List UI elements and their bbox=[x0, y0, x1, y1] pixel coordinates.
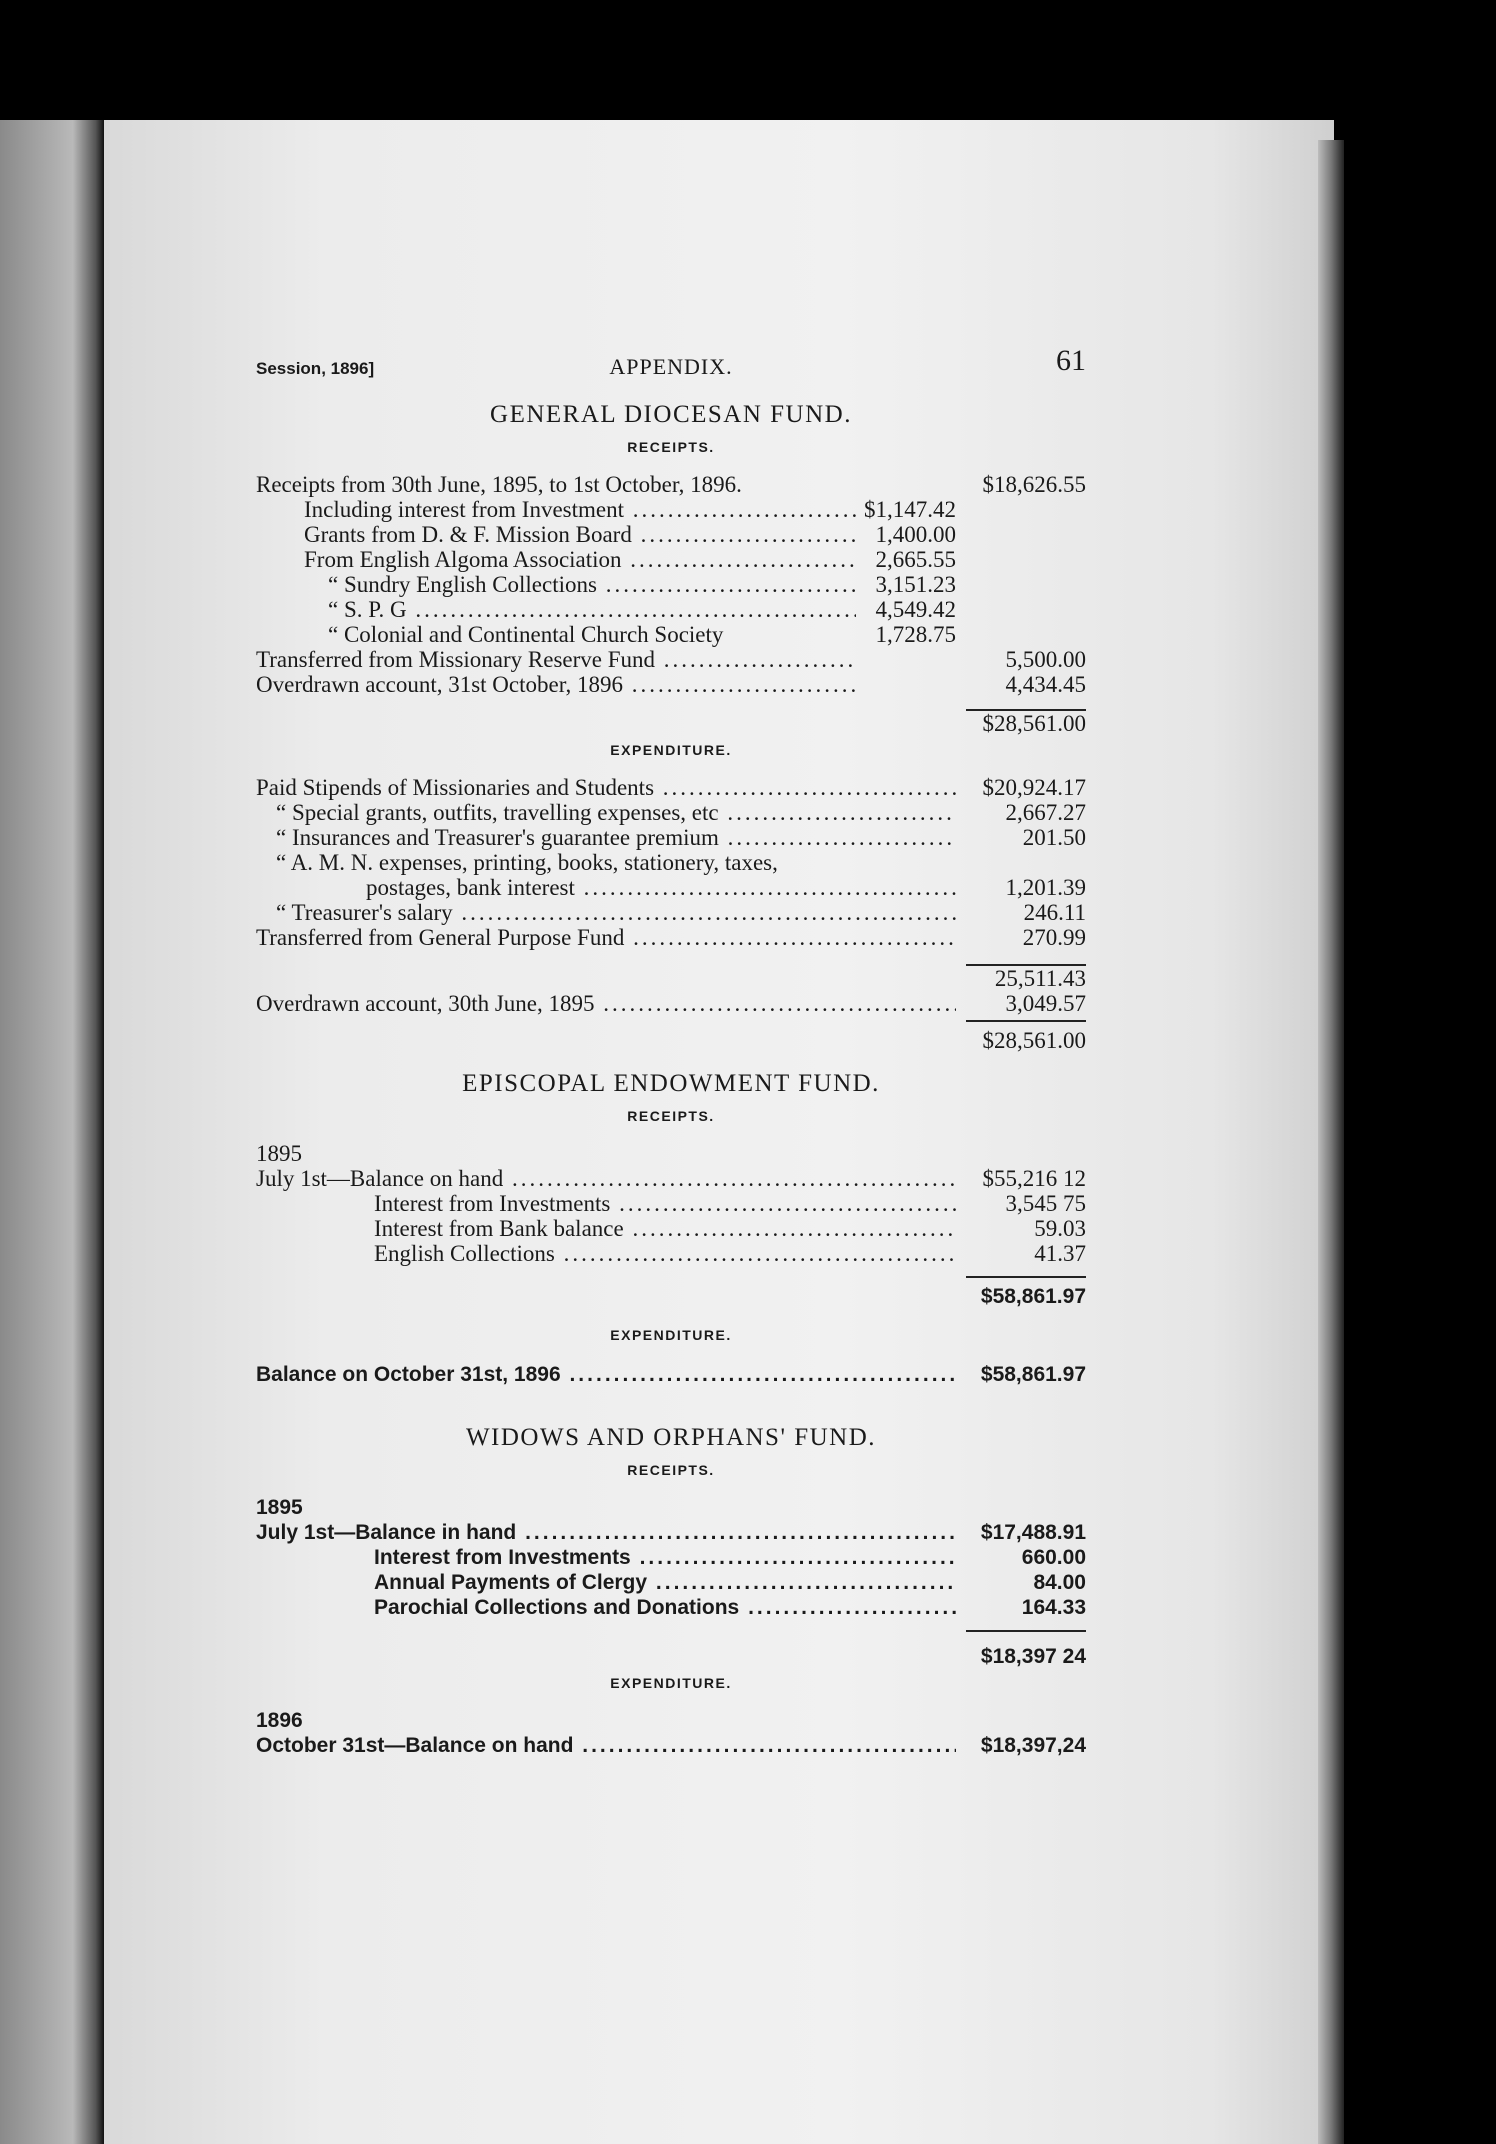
episcopal-expenditure-heading: EXPENDITURE. bbox=[610, 1327, 732, 1343]
receipt-label: Overdrawn account, 31st October, 1896 ..... bbox=[256, 672, 856, 697]
episcopal-receipt-row bbox=[256, 1166, 1086, 1191]
general-total-rule bbox=[966, 1020, 1086, 1022]
expenditure-row bbox=[256, 900, 1086, 925]
expenditure-label: “ Treasurer's salary ..... bbox=[256, 900, 956, 925]
expenditure-label: “ Special grants, outfits, travelling expenses, etc ..... bbox=[256, 800, 956, 825]
general-subtotal: 25,511.43 bbox=[994, 966, 1086, 991]
expenditure-label: postages, bank interest ..... bbox=[256, 875, 956, 900]
receipt-row bbox=[256, 522, 1086, 547]
expenditure-row bbox=[256, 925, 1086, 950]
episcopal-receipts-list bbox=[256, 1166, 1086, 1266]
running-title: APPENDIX. bbox=[609, 354, 733, 379]
episcopal-receipt-amount: 59.03 bbox=[1034, 1216, 1086, 1241]
general-expenditure-total: $28,561.00 bbox=[982, 1028, 1086, 1053]
expenditure-label: “ Insurances and Treasurer's guarantee premium ..... bbox=[256, 825, 956, 850]
episcopal-receipt-amount: $55,216 12 bbox=[982, 1166, 1086, 1191]
widows-expenditure-year-row bbox=[256, 1708, 1086, 1733]
episcopal-receipts-rule bbox=[966, 1276, 1086, 1278]
expenditure-label: “ A. M. N. expenses, printing, books, stationery, taxes, bbox=[276, 850, 778, 875]
receipt-row bbox=[256, 497, 1086, 522]
page-header bbox=[256, 344, 1086, 388]
episcopal-receipt-row bbox=[256, 1216, 1086, 1241]
general-fund-title: GENERAL DIOCESAN FUND. bbox=[490, 401, 852, 428]
receipt-label: Grants from D. & F. Mission Board ..... bbox=[256, 522, 856, 547]
general-receipts-total: $28,561.00 bbox=[982, 711, 1086, 736]
expenditure-amount: $20,924.17 bbox=[982, 775, 1086, 800]
widows-expenditure-heading: EXPENDITURE. bbox=[610, 1675, 732, 1691]
episcopal-receipt-amount: 3,545 75 bbox=[1005, 1191, 1086, 1216]
receipt-label: “ S. P. G ..... bbox=[256, 597, 856, 622]
widows-receipt-label: Parochial Collections and Donations ..... bbox=[256, 1595, 956, 1620]
page-number: 61 bbox=[1056, 344, 1086, 377]
general-receipts-total-row bbox=[256, 711, 1086, 736]
widows-receipts-rule bbox=[966, 1630, 1086, 1632]
receipt-outer-amount: 5,500.00 bbox=[1005, 647, 1086, 672]
general-subtotal-row bbox=[256, 966, 1086, 991]
widows-receipts-total: $18,397 24 bbox=[980, 1645, 1086, 1668]
receipt-row bbox=[256, 472, 1086, 497]
general-expenditure-total-row bbox=[256, 1028, 1086, 1053]
receipt-row bbox=[256, 547, 1086, 572]
widows-year-row bbox=[256, 1495, 1086, 1520]
widows-receipt-row bbox=[256, 1570, 1086, 1595]
widows-year: 1895 bbox=[256, 1496, 303, 1519]
expenditure-row bbox=[256, 875, 1086, 900]
episcopal-receipt-row bbox=[256, 1241, 1086, 1266]
expenditure-row bbox=[256, 775, 1086, 800]
receipt-label: Transferred from Missionary Reserve Fund ..... bbox=[256, 647, 856, 672]
receipt-label: “ Colonial and Continental Church Society bbox=[328, 622, 724, 647]
receipt-row bbox=[256, 572, 1086, 597]
general-receipts-heading: RECEIPTS. bbox=[627, 439, 715, 455]
page-edge bbox=[1318, 140, 1344, 2144]
receipt-inner-amount: $1,147.42 bbox=[864, 497, 956, 522]
widows-expenditure-label: October 31st—Balance on hand ..... bbox=[256, 1733, 956, 1758]
receipt-row bbox=[256, 622, 1086, 647]
receipt-inner-amount: 3,151.23 bbox=[875, 572, 956, 597]
receipt-inner-amount: 4,549.42 bbox=[875, 597, 956, 622]
episcopal-receipt-label: Interest from Investments ..... bbox=[256, 1191, 956, 1216]
widows-receipt-label: Annual Payments of Clergy ..... bbox=[256, 1570, 956, 1595]
receipt-label: Including interest from Investment ..... bbox=[256, 497, 856, 522]
general-expenditure-list bbox=[256, 775, 1086, 950]
episcopal-receipt-label: July 1st—Balance on hand ..... bbox=[256, 1166, 956, 1191]
episcopal-fund-title: EPISCOPAL ENDOWMENT FUND. bbox=[462, 1070, 880, 1097]
widows-expenditure-amount: $18,397,24 bbox=[980, 1734, 1086, 1757]
widows-receipt-label: July 1st—Balance in hand ..... bbox=[256, 1520, 956, 1545]
expenditure-row bbox=[256, 825, 1086, 850]
expenditure-label: Paid Stipends of Missionaries and Students ..... bbox=[256, 775, 956, 800]
widows-receipt-row bbox=[256, 1595, 1086, 1620]
session-label: Session, 1896] bbox=[256, 359, 375, 378]
episcopal-year-row bbox=[256, 1141, 1086, 1166]
widows-fund-title: WIDOWS AND ORPHANS' FUND. bbox=[465, 1424, 877, 1451]
expenditure-amount: 246.11 bbox=[1023, 900, 1086, 925]
expenditure-amount: 201.50 bbox=[1022, 825, 1086, 850]
general-overdrawn-label: Overdrawn account, 30th June, 1895 ..... bbox=[256, 991, 956, 1016]
receipt-label: “ Sundry English Collections ..... bbox=[256, 572, 856, 597]
widows-receipts-list bbox=[256, 1520, 1086, 1620]
expenditure-amount: 2,667.27 bbox=[1005, 800, 1086, 825]
expenditure-amount: 1,201.39 bbox=[1005, 875, 1086, 900]
widows-receipt-amount: 84.00 bbox=[1033, 1571, 1086, 1594]
page-content bbox=[256, 344, 1086, 1758]
episcopal-year: 1895 bbox=[256, 1141, 302, 1166]
receipt-label: Receipts from 30th June, 1895, to 1st October, 1896. bbox=[256, 472, 742, 497]
expenditure-row bbox=[256, 850, 1086, 875]
book-gutter bbox=[0, 120, 104, 2144]
episcopal-expenditure-amount: $58,861.97 bbox=[980, 1363, 1086, 1386]
widows-receipt-amount: 164.33 bbox=[1021, 1596, 1086, 1619]
receipt-outer-amount: $18,626.55 bbox=[982, 472, 1086, 497]
widows-receipt-label: Interest from Investments ..... bbox=[256, 1545, 956, 1570]
episcopal-expenditure-label: Balance on October 31st, 1896 ..... bbox=[256, 1362, 956, 1387]
general-expenditure-heading: EXPENDITURE. bbox=[610, 742, 732, 758]
episcopal-receipt-label: English Collections ..... bbox=[256, 1241, 956, 1266]
general-receipts-list bbox=[256, 472, 1086, 697]
widows-receipts-heading: RECEIPTS. bbox=[627, 1462, 715, 1478]
widows-receipt-amount: 660.00 bbox=[1021, 1546, 1086, 1569]
widows-receipts-total-row bbox=[256, 1644, 1086, 1669]
widows-receipt-row bbox=[256, 1545, 1086, 1570]
receipt-inner-amount: 1,728.75 bbox=[875, 622, 956, 647]
episcopal-receipts-heading: RECEIPTS. bbox=[627, 1108, 715, 1124]
receipt-row bbox=[256, 597, 1086, 622]
widows-receipt-row bbox=[256, 1520, 1086, 1545]
expenditure-row bbox=[256, 800, 1086, 825]
episcopal-receipt-amount: 41.37 bbox=[1034, 1241, 1086, 1266]
episcopal-receipts-total-row bbox=[256, 1284, 1086, 1309]
receipt-inner-amount: 1,400.00 bbox=[875, 522, 956, 547]
widows-expenditure-row bbox=[256, 1733, 1086, 1758]
general-overdrawn-amount: 3,049.57 bbox=[1005, 991, 1086, 1016]
episcopal-receipt-label: Interest from Bank balance ..... bbox=[256, 1216, 956, 1241]
receipt-row bbox=[256, 672, 1086, 697]
episcopal-receipt-row bbox=[256, 1191, 1086, 1216]
receipt-row bbox=[256, 647, 1086, 672]
general-overdrawn-row bbox=[256, 991, 1086, 1016]
episcopal-expenditure-row bbox=[256, 1362, 1086, 1387]
receipt-outer-amount: 4,434.45 bbox=[1005, 672, 1086, 697]
receipt-label: From English Algoma Association ..... bbox=[256, 547, 856, 572]
episcopal-receipts-total: $58,861.97 bbox=[980, 1285, 1086, 1308]
widows-expenditure-year: 1896 bbox=[256, 1709, 303, 1732]
receipt-inner-amount: 2,665.55 bbox=[875, 547, 956, 572]
expenditure-amount: 270.99 bbox=[1022, 925, 1086, 950]
expenditure-label: Transferred from General Purpose Fund ..... bbox=[256, 925, 956, 950]
widows-receipt-amount: $17,488.91 bbox=[980, 1521, 1086, 1544]
